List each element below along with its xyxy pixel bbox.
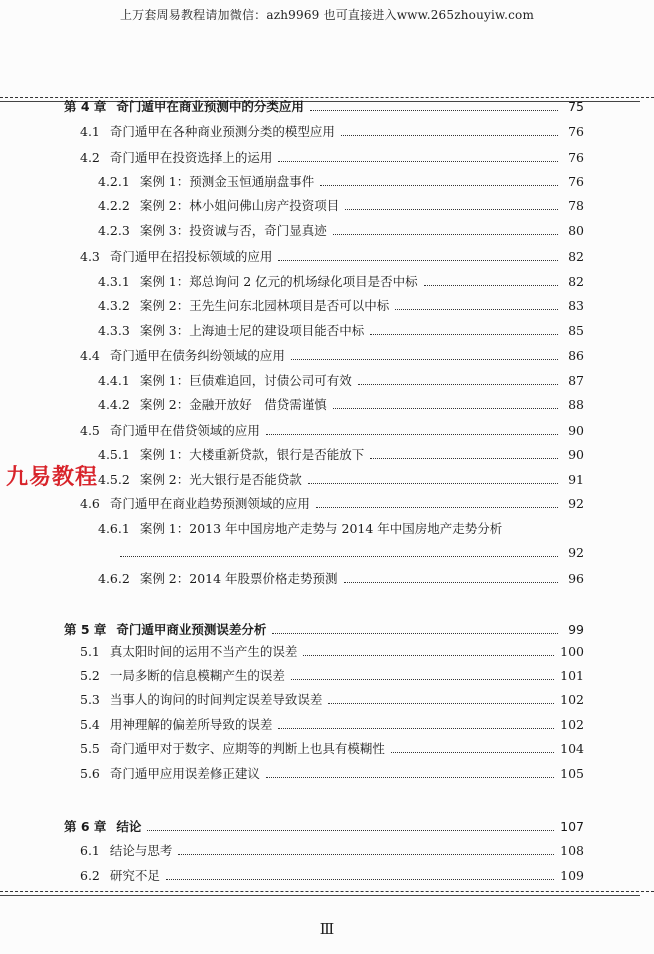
toc-entry bbox=[98, 172, 584, 192]
toc-page-number: 82 bbox=[568, 274, 584, 289]
toc-number: 5.2 bbox=[80, 668, 100, 683]
toc-number: 5.5 bbox=[80, 741, 100, 756]
toc-entry bbox=[80, 666, 584, 686]
toc-page-number: 90 bbox=[568, 447, 584, 462]
dot-leader bbox=[328, 703, 554, 704]
toc-page-number: 100 bbox=[560, 644, 584, 659]
watermark-logo: 九易教程 bbox=[6, 460, 98, 491]
toc-chapter bbox=[64, 620, 584, 640]
toc-entry bbox=[80, 122, 584, 142]
dot-leader bbox=[147, 830, 554, 831]
toc-page-number: 107 bbox=[560, 819, 584, 834]
toc-title: 奇门遁甲在招投标领域的应用 bbox=[109, 249, 273, 264]
toc-page-number: 92 bbox=[568, 496, 584, 511]
toc-chapter bbox=[64, 97, 584, 117]
toc-page-number: 104 bbox=[560, 741, 584, 756]
toc-title: 奇门遁甲在商业趋势预测领域的应用 bbox=[109, 496, 310, 511]
toc-entry bbox=[98, 272, 584, 292]
toc-entry bbox=[80, 841, 584, 861]
dot-leader bbox=[344, 582, 558, 583]
dot-leader bbox=[310, 110, 558, 111]
toc-number: 5.3 bbox=[80, 692, 100, 707]
toc-entry bbox=[80, 346, 584, 366]
toc-title: 结论 bbox=[116, 819, 142, 834]
toc-page-number: 75 bbox=[568, 99, 584, 114]
toc-title: 奇门遁甲在各种商业预测分类的模型应用 bbox=[109, 124, 335, 139]
toc-title: 真太阳时间的运用不当产生的误差 bbox=[109, 644, 298, 659]
toc-title: 案例 2：2014 年股票价格走势预测 bbox=[139, 571, 338, 586]
toc-page-number: 109 bbox=[560, 868, 584, 883]
dot-leader bbox=[358, 384, 558, 385]
toc-chapter bbox=[64, 817, 584, 837]
toc-number: 4.6 bbox=[80, 496, 100, 511]
toc-entry bbox=[98, 371, 584, 391]
toc-page-number: 87 bbox=[568, 373, 584, 388]
toc-title: 奇门遁甲在借贷领域的应用 bbox=[109, 423, 260, 438]
dot-leader bbox=[291, 359, 558, 360]
toc-entry bbox=[80, 866, 584, 886]
toc-number: 第 4 章 bbox=[64, 99, 107, 114]
toc-title: 奇门遁甲在商业预测中的分类应用 bbox=[116, 99, 304, 114]
bottom-rule-solid bbox=[0, 895, 640, 896]
toc-number: 4.5.1 bbox=[98, 447, 130, 462]
toc-number: 4.4.2 bbox=[98, 397, 130, 412]
toc-title: 案例 1：郑总询问 2 亿元的机场绿化项目是否中标 bbox=[139, 274, 418, 289]
toc-number: 4.2.2 bbox=[98, 198, 130, 213]
toc-title: 案例 2：金融开放好 借贷需谨慎 bbox=[139, 397, 327, 412]
toc-number: 4.4.1 bbox=[98, 373, 130, 388]
toc-page-number: 90 bbox=[568, 423, 584, 438]
dot-leader bbox=[272, 633, 558, 634]
dot-leader bbox=[370, 334, 558, 335]
dot-leader bbox=[178, 854, 554, 855]
toc-entry bbox=[80, 739, 584, 759]
toc-title: 案例 2：光大银行是否能贷款 bbox=[139, 472, 302, 487]
toc-number: 4.2.3 bbox=[98, 223, 130, 238]
toc-page-number: 80 bbox=[568, 223, 584, 238]
toc-title: 案例 2：王先生问东北园林项目是否可以中标 bbox=[139, 298, 390, 313]
toc-entry bbox=[80, 642, 584, 662]
toc-page-number: 102 bbox=[560, 717, 584, 732]
dot-leader bbox=[395, 309, 558, 310]
toc-entry bbox=[80, 715, 584, 735]
page-number: Ⅲ bbox=[319, 920, 335, 938]
toc-number: 6.2 bbox=[80, 868, 100, 883]
dot-leader bbox=[266, 777, 554, 778]
toc-entry bbox=[80, 247, 584, 267]
toc-number: 4.3 bbox=[80, 249, 100, 264]
toc-page-number: 83 bbox=[568, 298, 584, 313]
toc-entry bbox=[98, 196, 584, 216]
dot-leader bbox=[278, 260, 558, 261]
toc-number: 6.1 bbox=[80, 843, 100, 858]
toc-number: 4.1 bbox=[80, 124, 100, 139]
dot-leader bbox=[166, 879, 554, 880]
toc-entry bbox=[98, 470, 584, 490]
toc-page-number: 85 bbox=[568, 323, 584, 338]
toc-number: 4.3.3 bbox=[98, 323, 130, 338]
dot-leader bbox=[370, 458, 558, 459]
toc-number: 4.3.2 bbox=[98, 298, 130, 313]
toc-title: 奇门遁甲在投资选择上的运用 bbox=[109, 150, 273, 165]
toc-continuation bbox=[120, 543, 584, 563]
dot-leader bbox=[333, 234, 558, 235]
dot-leader bbox=[308, 483, 558, 484]
toc-title: 当事人的询问的时间判定误差导致误差 bbox=[109, 692, 323, 707]
toc-title: 研究不足 bbox=[109, 868, 160, 883]
dot-leader bbox=[291, 679, 554, 680]
dot-leader bbox=[391, 752, 554, 753]
toc-title: 案例 1：2013 年中国房地产走势与 2014 年中国房地产走势分析 bbox=[139, 521, 503, 536]
toc-number: 5.1 bbox=[80, 644, 100, 659]
toc-page-number: 82 bbox=[568, 249, 584, 264]
toc-title: 奇门遁甲对于数字、应期等的判断上也具有模糊性 bbox=[109, 741, 385, 756]
dot-leader bbox=[341, 135, 558, 136]
toc-title: 用神理解的偏差所导致的误差 bbox=[109, 717, 273, 732]
toc-number: 4.4 bbox=[80, 348, 100, 363]
header-note: 上万套周易教程请加微信：azh9969 也可直接进入www.265zhouyiw.com bbox=[119, 8, 535, 22]
toc-title: 案例 2：林小姐问佛山房产投资项目 bbox=[139, 198, 340, 213]
toc-entry bbox=[98, 569, 584, 589]
toc-title: 案例 1：巨债难追回，讨债公司可有效 bbox=[139, 373, 352, 388]
toc-title: 奇门遁甲商业预测误差分析 bbox=[116, 622, 267, 637]
toc-number: 4.2 bbox=[80, 150, 100, 165]
toc-page-number: 76 bbox=[568, 150, 584, 165]
toc-title: 奇门遁甲应用误差修正建议 bbox=[109, 766, 260, 781]
dot-leader bbox=[333, 408, 558, 409]
toc-entry bbox=[80, 764, 584, 784]
toc-entry bbox=[98, 221, 584, 241]
dot-leader bbox=[320, 185, 558, 186]
toc-number: 4.6.2 bbox=[98, 571, 130, 586]
dot-leader bbox=[303, 655, 554, 656]
dot-leader bbox=[424, 285, 558, 286]
dot-leader bbox=[120, 556, 558, 557]
toc-entry bbox=[98, 519, 584, 539]
toc-title: 结论与思考 bbox=[109, 843, 173, 858]
bottom-rule bbox=[0, 891, 654, 892]
toc-number: 5.4 bbox=[80, 717, 100, 732]
dot-leader bbox=[278, 161, 558, 162]
dot-leader bbox=[345, 209, 558, 210]
toc-page-number: 101 bbox=[560, 668, 584, 683]
toc-entry bbox=[80, 148, 584, 168]
toc-number: 4.5.2 bbox=[98, 472, 130, 487]
toc-page-number: 91 bbox=[568, 472, 584, 487]
toc-page-number: 92 bbox=[568, 545, 584, 560]
toc-number: 4.5 bbox=[80, 423, 100, 438]
toc-title: 一局多断的信息模糊产生的误差 bbox=[109, 668, 285, 683]
toc-entry bbox=[98, 321, 584, 341]
toc-page-number: 108 bbox=[560, 843, 584, 858]
toc-number: 4.2.1 bbox=[98, 174, 130, 189]
toc-number: 第 6 章 bbox=[64, 819, 107, 834]
toc-entry bbox=[80, 690, 584, 710]
toc-page-number: 105 bbox=[560, 766, 584, 781]
toc-number: 4.3.1 bbox=[98, 274, 130, 289]
toc-entry bbox=[98, 296, 584, 316]
toc-title: 奇门遁甲在债务纠纷领域的应用 bbox=[109, 348, 285, 363]
dot-leader bbox=[316, 507, 558, 508]
toc-entry bbox=[98, 395, 584, 415]
toc-entry bbox=[98, 445, 584, 465]
toc-page-number: 99 bbox=[568, 622, 584, 637]
toc-page-number: 88 bbox=[568, 397, 584, 412]
toc-number: 4.6.1 bbox=[98, 521, 130, 536]
toc-title: 案例 1：预测金玉恒通崩盘事件 bbox=[139, 174, 315, 189]
toc-page-number: 86 bbox=[568, 348, 584, 363]
toc-entry bbox=[80, 494, 584, 514]
toc-page-number: 96 bbox=[568, 571, 584, 586]
toc-page-number: 76 bbox=[568, 124, 584, 139]
toc-page-number: 78 bbox=[568, 198, 584, 213]
toc-entry bbox=[80, 421, 584, 441]
toc-page-number: 76 bbox=[568, 174, 584, 189]
toc-page-number: 102 bbox=[560, 692, 584, 707]
dot-leader bbox=[266, 434, 558, 435]
toc-title: 案例 3：投资诚与否，奇门显真迹 bbox=[139, 223, 327, 238]
toc-number: 第 5 章 bbox=[64, 622, 107, 637]
toc-number: 5.6 bbox=[80, 766, 100, 781]
dot-leader bbox=[278, 728, 554, 729]
toc-title: 案例 3：上海迪士尼的建设项目能否中标 bbox=[139, 323, 365, 338]
toc-title: 案例 1：大楼重新贷款，银行是否能放下 bbox=[139, 447, 365, 462]
